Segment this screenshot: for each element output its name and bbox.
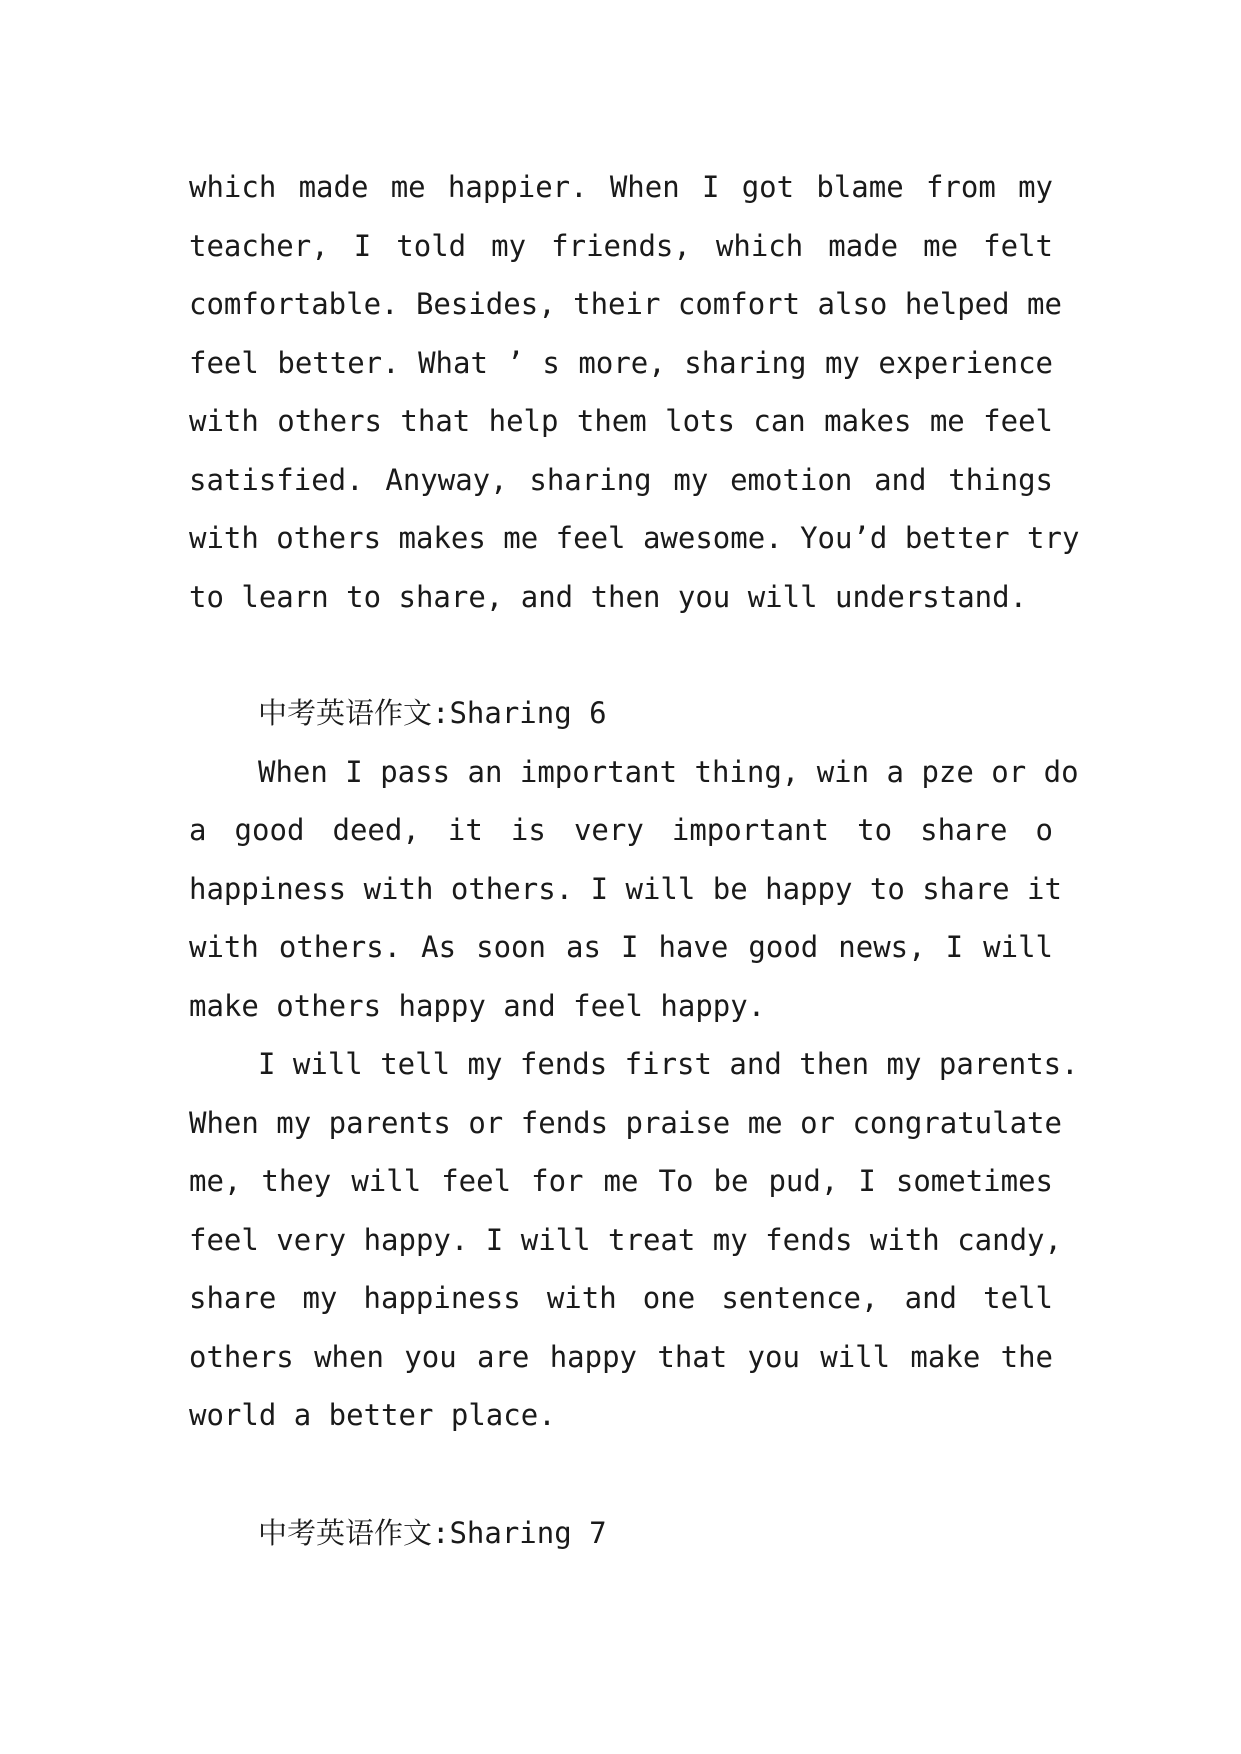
text-line: I will tell my fends first and then my parents. [258,1047,1079,1081]
essay-paragraph-continued [189,158,1080,626]
text-line: world a better place. [189,1398,556,1432]
text-line: comfortable. Besides, their comfort also helped me [189,287,1062,321]
essay-section-7 [189,1504,1053,1563]
text-line: with others makes me feel awesome. You’d better try [189,521,1080,555]
section-heading: 中考英语作文:Sharing 6 [258,696,607,730]
text-line: a good deed, it is very important to share o [189,813,1053,847]
essay-section-6 [189,684,1079,1445]
text-line: teacher, I told my friends, which made me felt [189,228,1053,263]
text-line: with others that help them lots can makes me feel [189,404,1053,438]
text-line: me, they will feel for me To be pud, I sometimes [189,1164,1053,1198]
text-line: share my happiness with one sentence, and tell [189,1281,1053,1315]
text-line: which made me happier. When I got blame from my [189,170,1053,204]
text-line: feel very happy. I will treat my fends with candy, [189,1222,1062,1257]
text-line: to learn to share, and then you will understand. [189,579,1028,614]
text-line: When my parents or fends praise me or congratulate [189,1105,1062,1140]
section-heading: 中考英语作文:Sharing 7 [258,1516,607,1550]
text-line: happiness with others. I will be happy to share it [189,871,1062,906]
text-line: When I pass an important thing, win a pze or do [258,754,1079,789]
text-line: others when you are happy that you will make the [189,1339,1053,1374]
text-line: feel better. What ’ s more, sharing my experience [189,345,1053,380]
text-line: satisfied. Anyway, sharing my emotion and things [189,462,1053,497]
text-line: make others happy and feel happy. [189,988,766,1023]
text-line: with others. As soon as I have good news, I will [189,930,1053,964]
